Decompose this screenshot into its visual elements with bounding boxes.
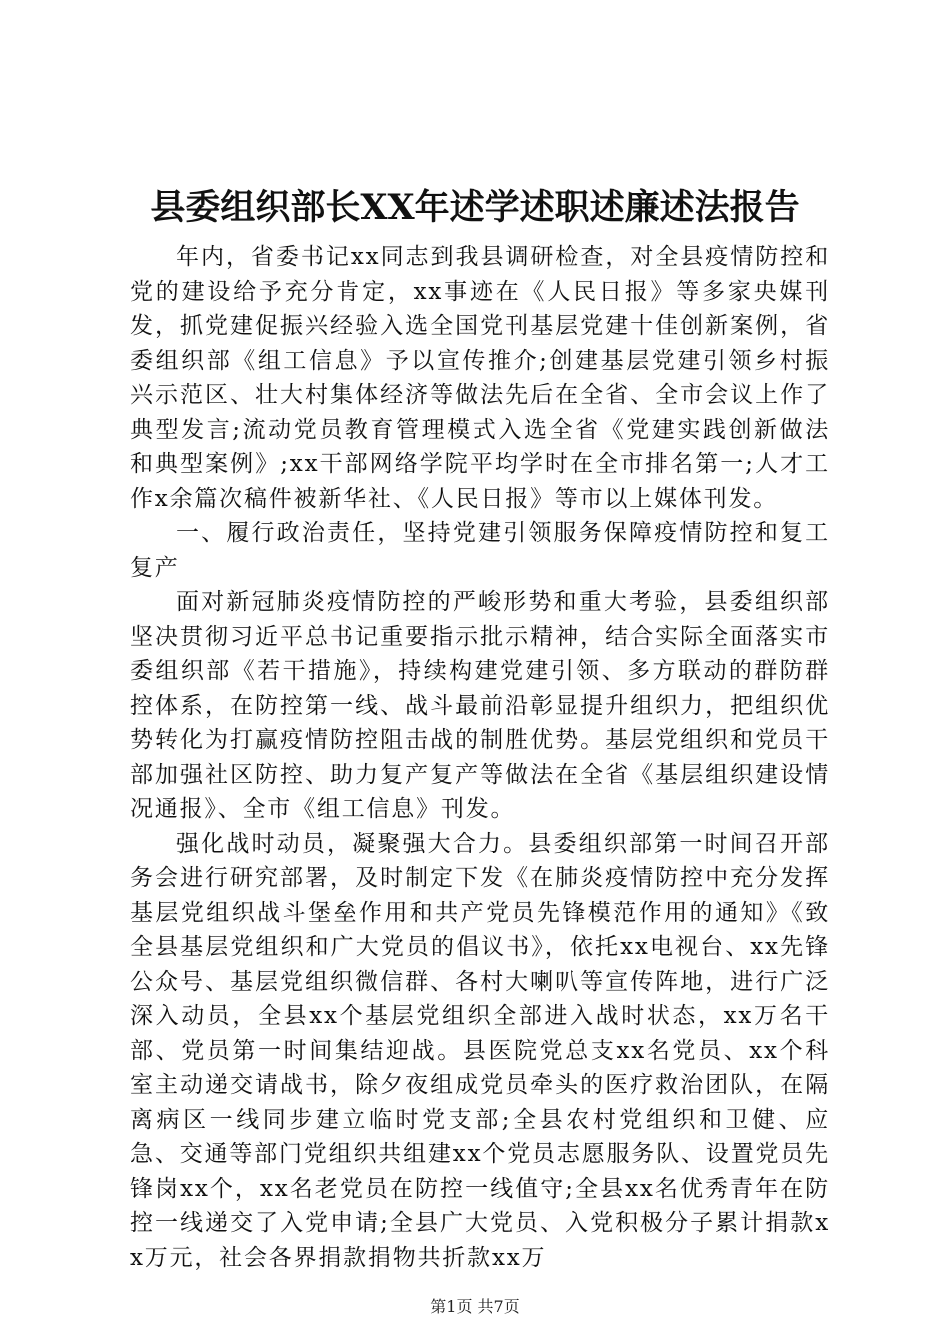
- document-title: 县委组织部长XX年述学述职述廉述法报告: [150, 187, 800, 228]
- paragraph-intro: 年内，省委书记xx同志到我县调研检查，对全县疫情防控和党的建设给予充分肯定，xx事迹在《人民日报》等多家央媒刊发，抓党建促振兴经验入选全国党刊基层党建十佳创新案例，省委组织部《组工信息》予以宣传推介;创建基层党建引领乡村振兴示范区、壮大村集体经济等做法先后在全省、全市会议上作了典型发言;流动党员教育管理模式入选全省《党建实践创新做法和典型案例》;xx干部网络学院平均学时在全市排名第一;人才工作x余篇次稿件被新华社、《人民日报》等市以上媒体刊发。: [130, 244, 830, 512]
- section-heading-1: 一、履行政治责任，坚持党建引领服务保障疫情防控和复工复产: [130, 520, 830, 581]
- page-number-footer: 第1页 共7页: [430, 1297, 520, 1316]
- paragraph-mobilization: 强化战时动员，凝聚强大合力。县委组织部第一时间召开部务会进行研究部署，及时制定下发《在肺炎疫情防控中充分发挥基层党组织战斗堡垒作用和共产党员先锋模范作用的通知》《致全县基层党组织和广大党员的倡议书》，依托xx电视台、xx先锋公众号、基层党组织微信群、各村大喇叭等宣传阵地，进行广泛深入动员，全县xx个基层党组织全部进入战时状态，xx万名干部、党员第一时间集结迎战。县医院党总支xx名党员、xx个科室主动递交请战书，除夕夜组成党员牵头的医疗救治团队，在隔离病区一线同步建立临时党支部;全县农村党组织和卫健、应急、交通等部门党组织共组建xx个党员志愿服务队、设置党员先锋岗xx个，xx名老党员在防控一线值守;全县xx名优秀青年在防控一线递交了入党申请;全县广大党员、入党积极分子累计捐款xx万元，社会各界捐款捐物共折款xx万: [130, 830, 830, 1271]
- paragraph-section-1: 面对新冠肺炎疫情防控的严峻形势和重大考验，县委组织部坚决贯彻习近平总书记重要指示批示精神，结合实际全面落实市委组织部《若干措施》，持续构建党建引领、多方联动的群防群控体系，在防控第一线、战斗最前沿彰显提升组织力，把组织优势转化为打赢疫情防控阻击战的制胜优势。基层党组织和党员干部加强社区防控、助力复产复产等做法在全省《基层组织建设情况通报》、全市《组工信息》刊发。: [130, 589, 830, 822]
- document-body: [130, 240, 830, 1275]
